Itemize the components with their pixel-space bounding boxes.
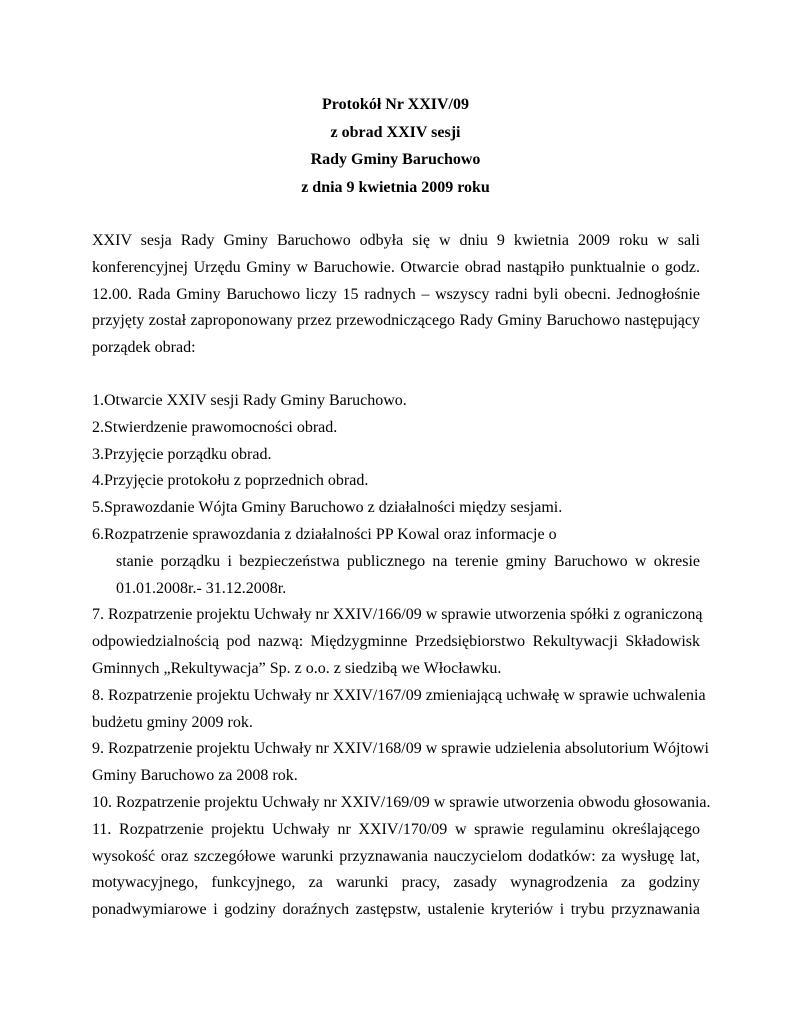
- agenda-item-6-continuation: stanie porządku i bezpieczeństwa publicznego na terenie gminy Baruchowo w okresie: [116, 552, 700, 570]
- agenda-item-6: 6.Rozpatrzenie sprawozdania z działalności PP Kowal oraz informacje o: [92, 525, 557, 543]
- agenda-item-11-continuation: motywacyjnego, funkcyjnego, za warunki pracy, zasady wynagrodzenia za godziny: [92, 874, 700, 892]
- agenda-item-8: 8. Rozpatrzenie projektu Uchwały nr XXIV/167/09 zmieniającą uchwałę w sprawie uchwalenia: [92, 686, 706, 704]
- agenda-item-11-continuation: ponadwymiarowe i godziny doraźnych zastępstw, ustalenie kryteriów i trybu przyznawania: [92, 901, 700, 919]
- intro-line: 12.00. Rada Gminy Baruchowo liczy 15 radnych – wszyscy radni byli obecni. Jednogłośnie: [92, 285, 700, 303]
- agenda-item-6-continuation: 01.01.2008r.- 31.12.2008r.: [116, 579, 287, 597]
- document-title: [0, 91, 791, 201]
- agenda-item-10: 10. Rozpatrzenie projektu Uchwały nr XXIV/169/09 w sprawie utworzenia obwodu głosowania.: [92, 793, 711, 811]
- agenda-item-3: 3.Przyjęcie porządku obrad.: [92, 445, 272, 463]
- agenda-item-2: 2.Stwierdzenie prawomocności obrad.: [92, 418, 338, 436]
- agenda-list: [92, 388, 711, 924]
- intro-paragraph: [92, 228, 700, 362]
- agenda-item-11-continuation: wysokość oraz szczegółowe warunki przyznawania nauczycielom dodatków: za wysługę lat,: [92, 847, 700, 865]
- intro-line: konferencyjnej Urzędu Gminy w Baruchowie. Otwarcie obrad nastąpiło punktualnie o godz.: [92, 258, 700, 276]
- agenda-item-11: 11. Rozpatrzenie projektu Uchwały nr XXIV/170/09 w sprawie regulaminu określającego: [92, 820, 700, 838]
- agenda-item-1: 1.Otwarcie XXIV sesji Rady Gminy Baruchowo.: [92, 392, 407, 409]
- intro-line: przyjęty został zaproponowany przez przewodniczącego Rady Gminy Baruchowo następujący: [92, 312, 700, 330]
- title-line-session: z obrad XXIV sesji: [330, 123, 461, 141]
- title-line-council: Rady Gminy Baruchowo: [310, 151, 481, 168]
- agenda-item-9-continuation: Gminy Baruchowo za 2008 rok.: [92, 767, 298, 785]
- agenda-item-7-continuation: odpowiedzialnością pod nazwą: Międzygminne Przedsiębiorstwo Rekultywacji Składowisk: [92, 633, 700, 651]
- agenda-item-4: 4.Przyjęcie protokołu z poprzednich obrad.: [92, 472, 369, 490]
- title-line-date: z dnia 9 kwietnia 2009 roku: [301, 178, 490, 196]
- agenda-item-9: 9. Rozpatrzenie projektu Uchwały nr XXIV/168/09 w sprawie udzielenia absolutorium Wójtowi: [92, 740, 709, 758]
- agenda-item-7: 7. Rozpatrzenie projektu Uchwały nr XXIV/166/09 w sprawie utworzenia spółki z ograniczoną: [92, 606, 703, 624]
- intro-line: porządek obrad:: [92, 339, 196, 357]
- intro-line: XXIV sesja Rady Gminy Baruchowo odbyła się w dniu 9 kwietnia 2009 roku w sali: [92, 232, 700, 249]
- agenda-item-7-continuation: Gminnych „Rekultywacja” Sp. z o.o. z siedzibą we Włocławku.: [92, 659, 502, 677]
- title-line-protocol-number: Protokół Nr XXIV/09: [322, 96, 469, 113]
- agenda-item-5: 5.Sprawozdanie Wójta Gminy Baruchowo z działalności między sesjami.: [92, 499, 563, 517]
- agenda-item-8-continuation: budżetu gminy 2009 rok.: [92, 713, 253, 731]
